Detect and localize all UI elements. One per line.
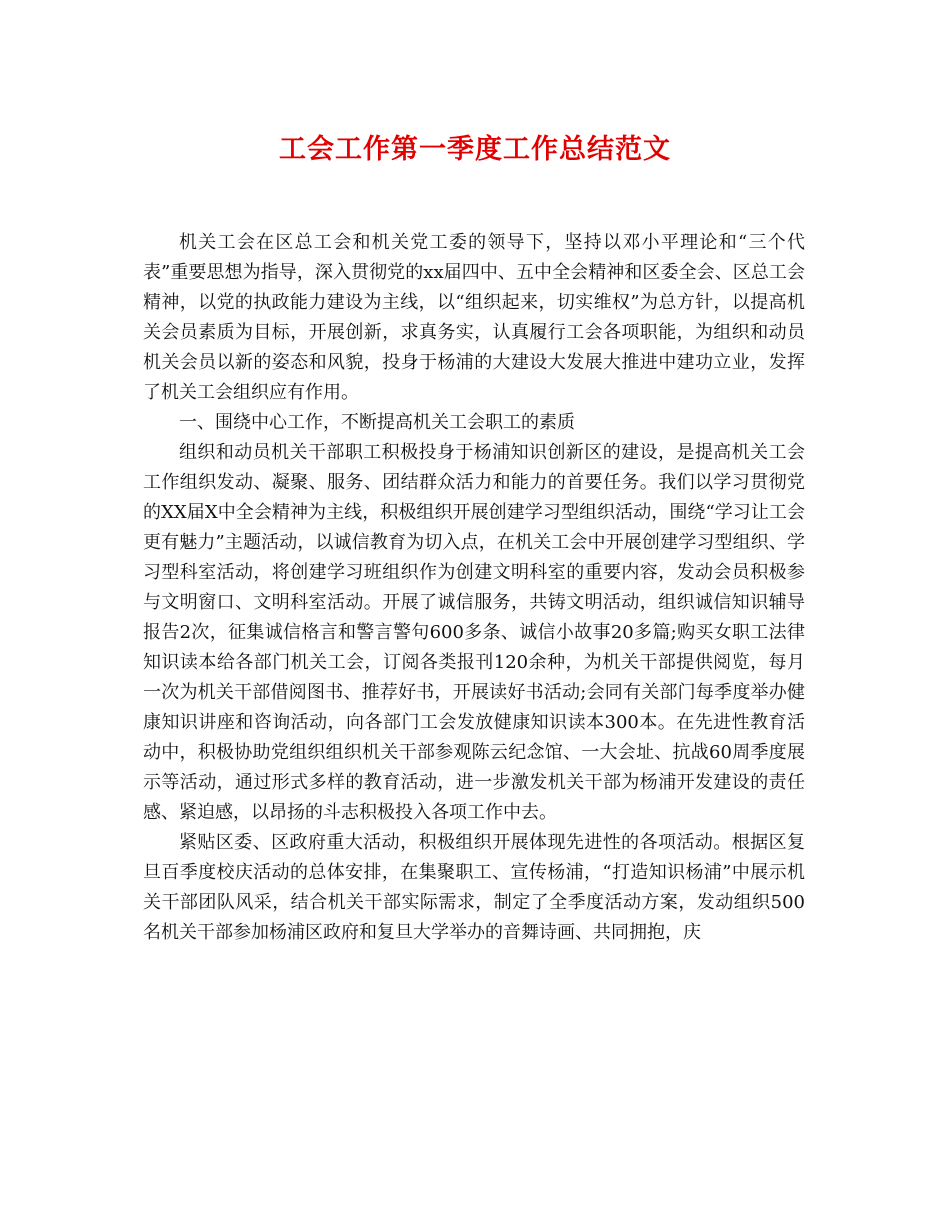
document-title: 工会工作第一季度工作总结范文 (279, 134, 671, 165)
document-body (143, 228, 805, 948)
paragraph-activities: 紧贴区委、区政府重大活动，积极组织开展体现先进性的各项活动。根据区复旦百季度校庆活动的总体安排，在集聚职工、宣传杨浦，“打造知识杨浦”中展示机关干部团队风采，结合机关干部实际需求，制定了全季度活动方案，发动组织500名机关干部参加杨浦区政府和复旦大学举办的音舞诗画、共同拥抱，庆 (143, 832, 805, 943)
paragraph-intro: 机关工会在区总工会和机关党工委的领导下，坚持以邓小平理论和“三个代表”重要思想为指导，深入贯彻党的xx届四中、五中全会精神和区委全会、区总工会精神，以党的执政能力建设为主线，以“组织起来，切实维权”为总方针，以提高机关会员素质为目标，开展创新，求真务实，认真履行工会各项职能，为组织和动员机关会员以新的姿态和风貌，投身于杨浦的大建设大发展大推进中建功立业，发挥了机关工会组织应有作用。 (143, 232, 805, 403)
section-heading-1: 一、围绕中心工作，不断提高机关工会职工的素质 (179, 412, 575, 433)
paragraph-learning: 组织和动员机关干部职工积极投身于杨浦知识创新区的建设，是提高机关工会工作组织发动、凝聚、服务、团结群众活力和能力的首要任务。我们以学习贯彻党的XX届X中全会精神为主线，积极组织开展创建学习型组织活动，围绕“学习让工会更有魅力”主题活动，以诚信教育为切入点，在机关工会中开展创建学习型组织、学习型科室活动，将创建学习班组织作为创建文明科室的重要内容，发动会员积极参与文明窗口、文明科室活动。开展了诚信服务，共铸文明活动，组织诚信知识辅导报告2次，征集诚信格言和警言警句600多条、诚信小故事20多篇;购买女职工法律知识读本给各部门机关工会，订阅各类报刊120余种，为机关干部提供阅览，每月一次为机关干部借阅图书、推荐好书，开展读好书活动;会同有关部门每季度举办健康知识讲座和咨询活动，向各部门工会发放健康知识读本300本。在先进性教育活动中，积极协助党组织组织机关干部参观陈云纪念馆、一大会址、抗战60周季度展示等活动，通过形式多样的教育活动，进一步激发机关干部为杨浦开发建设的责任感、紧迫感，以昂扬的斗志积极投入各项工作中去。 (143, 442, 805, 823)
